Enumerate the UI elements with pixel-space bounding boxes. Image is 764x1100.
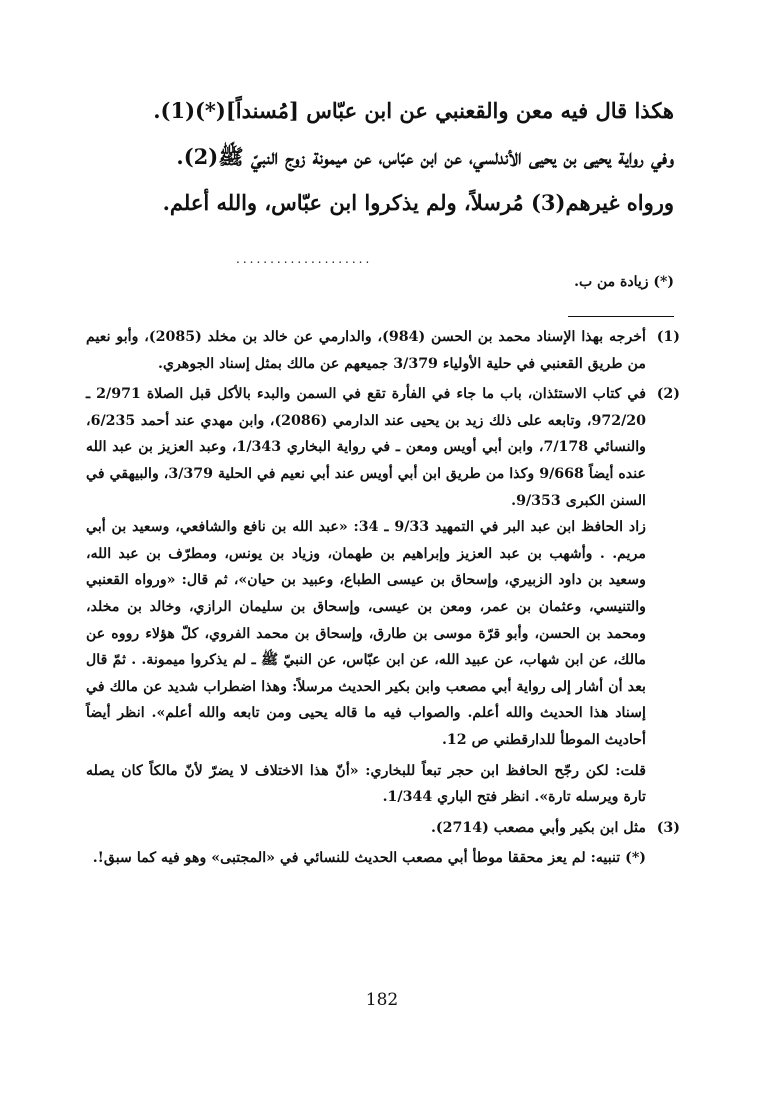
footnotes <box>86 324 680 876</box>
footnote-1 <box>86 324 680 377</box>
footnote-divider <box>568 316 674 317</box>
footnote-3 <box>86 815 680 872</box>
footnote-number: (2) <box>656 386 680 403</box>
footnote-paragraph: قلت: لكن رجّح الحافظ ابن حجر تبعاً للبخاري: «أنّ هذا الاختلاف لا يضرّ لأنّ مالكاً كان يصله تارة ويرسله تارة». انظر فتح الباري 1/344. <box>86 762 646 806</box>
footnote-number: (1) <box>656 329 680 345</box>
footnote-text: في كتاب الاستئذان، باب ما جاء في الفأرة تقع في السمن والبدء بالأكل قبل الصلاة 2/971 ـ 972/20، وتابعه على ذلك زيد بن يحيى عند الدارمي (2086)، وابن مهدي عند أحمد 6/235، والنسائي 7/178، وابن أبي أويس ومعن ـ في رواية البخاري 1/343، وعبد العزيز بن عبد الله عنده أيضاً 9/668 وكذا من طريق ابن أبي أويس عند أبي نعيم في الحلية 3/379، والبيهقي في السنن الكبرى 9/353. <box>86 386 647 509</box>
footnote-number: (3) <box>656 819 680 836</box>
dotted-separator: .................... <box>236 252 373 266</box>
addition-note: (*) زيادة من ب. <box>574 274 674 290</box>
footnote-2 <box>86 381 680 811</box>
footnote-text: مثل ابن بكير وأبي مصعب (2714). <box>430 819 646 836</box>
footnote-paragraph: (*) تنبيه: لم يعز محققا موطأ أبي مصعب الحديث للنسائي في «المجتبى» وهو فيه كما سبق!. <box>92 850 646 867</box>
main-paragraph-1: هكذا قال فيه معن والقعنبي عن ابن عبّاس [مُسنداً](*)(1). <box>153 98 674 123</box>
footnote-text: أخرجه بهذا الإسناد محمد بن الحسن (984)، والدارمي عن خالد بن مخلد (2085)، وأبو نعيم من طريق القعنبي في حلية الأولياء 3/379 جميعهم عن مالك بمثل إسناد الجوهري. <box>86 329 646 372</box>
page-number: 182 <box>365 990 399 1010</box>
footnote-paragraph: زاد الحافظ ابن عبد البر في التمهيد 9/33 ـ 34: «عبد الله بن نافع والشافعي، وسعيد بن أبي مريم. . وأشهب بن عبد العزيز وإبراهيم بن طهمان، وزياد بن يونس، ومطرّف بن عبد الله، وسعيد بن داود الزبيري، وإسحاق بن عيسى الطباع، وعبيد بن حيان»، ثم قال: «ورواه القعنبي والتنيسي، وعثمان بن عمر، ومعن بن عيسى، وإسحاق بن سليمان الرازي، وخالد بن مخلد، ومحمد بن الحسن، وأبو قرّة موسى بن طارق، وإسحاق بن محمد الفروي، كلّ هؤلاء رووه عن مالك، عن ابن شهاب، عن عبيد الله، عن ابن عبّاس، عن النبيّ ﷺ ـ لم يذكروا ميمونة. . ثمّ قال بعد أن أشار إلى رواية أبي مصعب وابن بكير الحديث مرسلاً: وهذا اضطراب شديد عن مالك في إسناد هذا الحديث والله أعلم. والصواب فيه ما قاله يحيى ومن تابعه والله أعلم». انظر أيضاً أحاديث الموطأ للدارقطني ص 12. <box>86 519 646 748</box>
main-paragraph-2: وفي رواية يحيى بن يحيى الأندلسي، عن ابن عبّاس، عن ميمونة زوج النبيّ ﷺ(2). <box>176 144 674 169</box>
main-paragraph-3: ورواه غيرهم(3) مُرسلاً، ولم يذكروا ابن عبّاس، والله أعلم. <box>162 190 674 215</box>
main-text <box>78 92 674 222</box>
